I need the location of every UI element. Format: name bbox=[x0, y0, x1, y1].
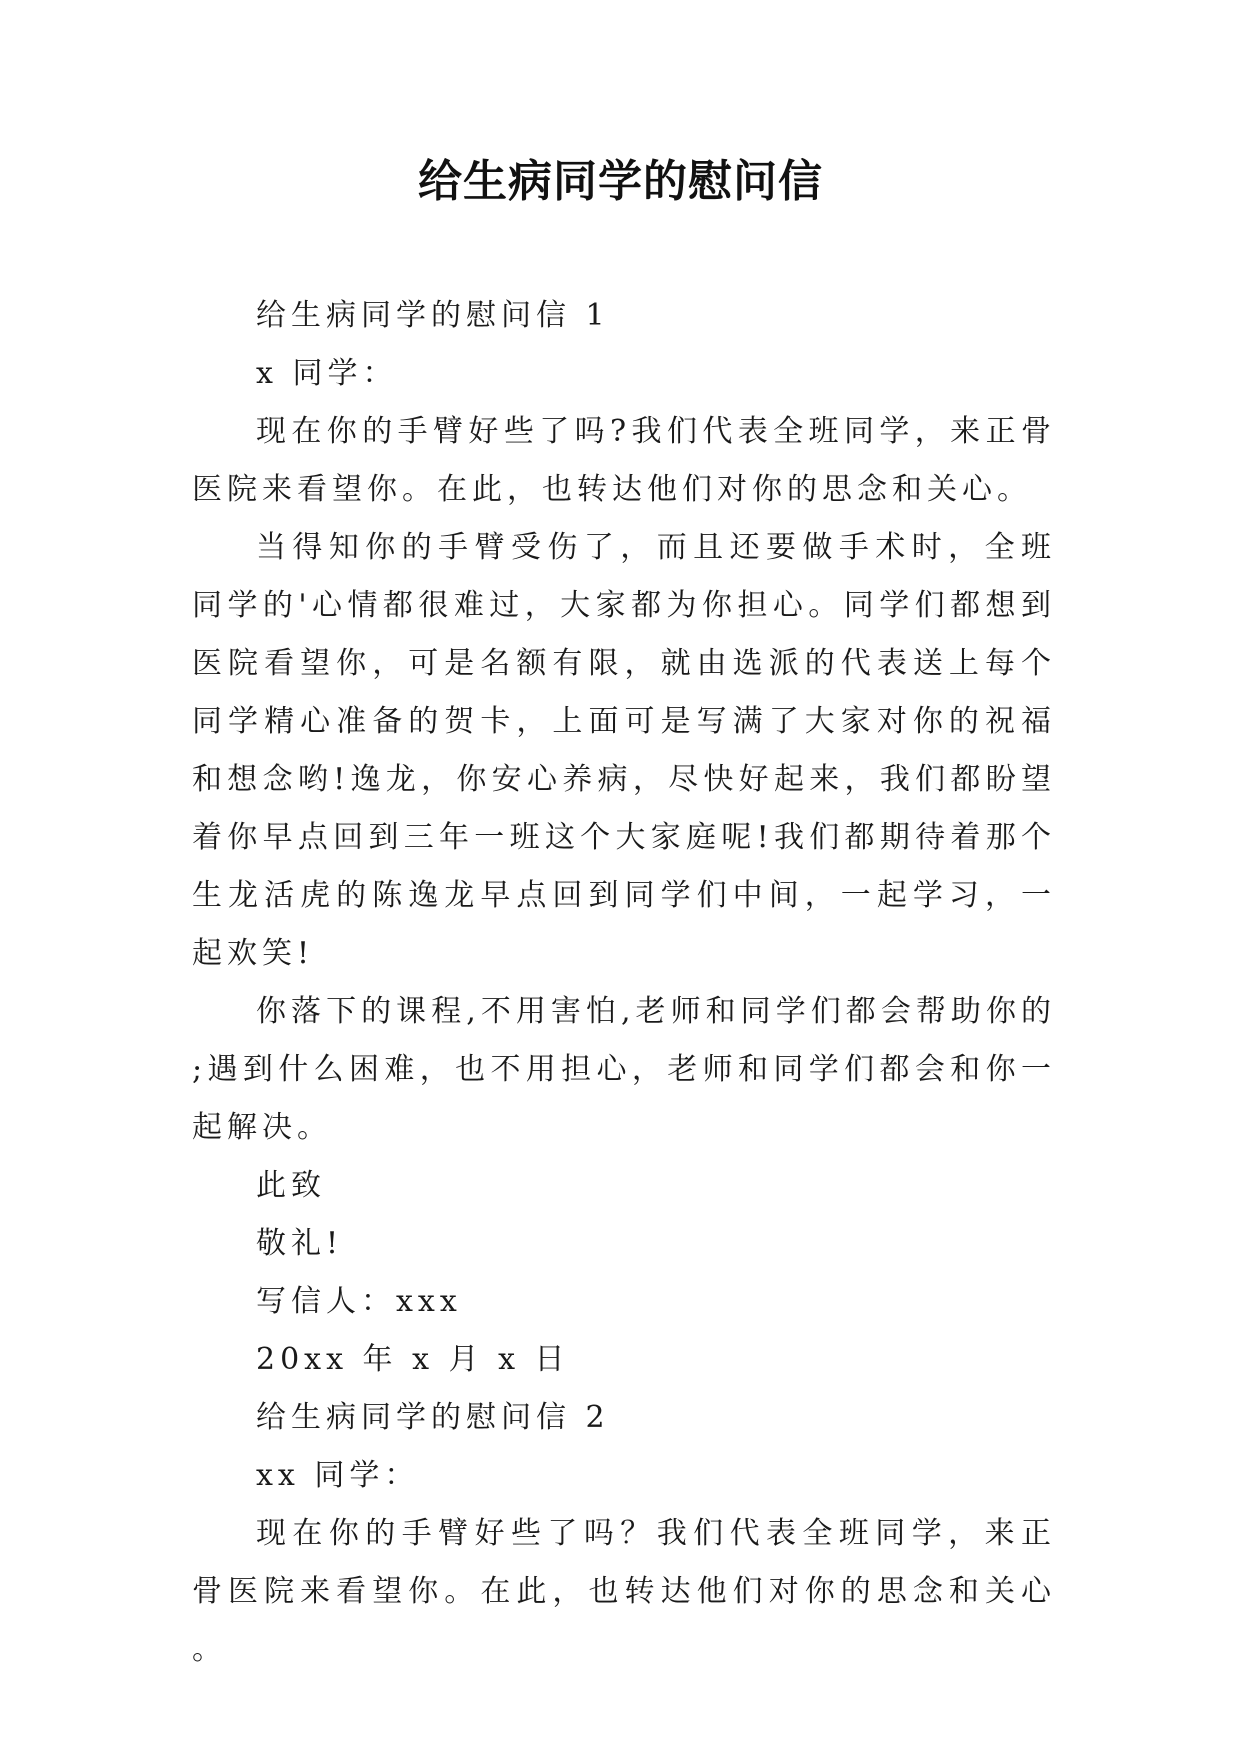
letter-heading-2: 给生病同学的慰问信 2 bbox=[256, 1400, 610, 1435]
closing-phrase: 此致 bbox=[256, 1168, 326, 1203]
paragraph: 现在你的手臂好些了吗？我们代表全班同学，来正骨医院来看望你。在此，也转达他们对你的思念和关心。 bbox=[192, 1516, 1056, 1667]
paragraph: 当得知你的手臂受伤了，而且还要做手术时，全班同学的'心情都很难过，大家都为你担心。同学们都想到医院看望你，可是名额有限，就由选派的代表送上每个同学精心准备的贺卡，上面可是写满了大家对你的祝福和想念哟!逸龙，你安心养病，尽快好起来，我们都盼望着你早点回到三年一班这个大家庭呢!我们都期待着那个生龙活虎的陈逸龙早点回到同学们中间，一起学习，一起欢笑! bbox=[192, 530, 1056, 971]
paragraph: 你落下的课程,不用害怕,老师和同学们都会帮助你的;遇到什么困难，也不用担心，老师和同学们都会和你一起解决。 bbox=[192, 994, 1056, 1145]
paragraph: 现在你的手臂好些了吗?我们代表全班同学，来正骨医院来看望你。在此，也转达他们对你的思念和关心。 bbox=[192, 414, 1056, 507]
salutation: x 同学： bbox=[256, 356, 398, 391]
date-line: 20xx 年 x 月 x 日 bbox=[256, 1342, 570, 1377]
letter-body bbox=[192, 287, 1056, 1679]
page-title: 给生病同学的慰问信 bbox=[418, 156, 823, 207]
letter-heading-1: 给生病同学的慰问信 1 bbox=[256, 298, 610, 333]
closing-salute: 敬礼! bbox=[256, 1226, 344, 1261]
salutation: xx 同学： bbox=[256, 1458, 420, 1493]
signature-line: 写信人：xxx bbox=[256, 1284, 462, 1319]
